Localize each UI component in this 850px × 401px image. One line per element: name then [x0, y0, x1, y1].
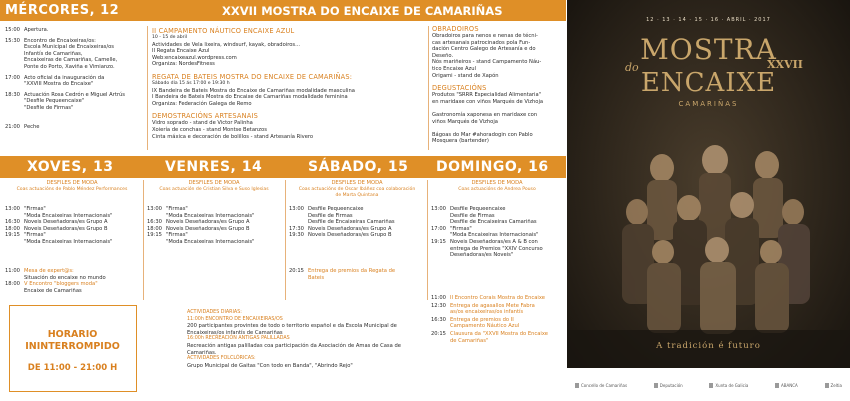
event-time: 19:30 — [289, 232, 304, 239]
event-time: 19:15 — [431, 238, 446, 245]
event-time: 18:00 — [5, 225, 20, 232]
sunday-event — [431, 213, 565, 220]
saturday-schedule — [289, 206, 425, 239]
regata-title: REGATA DE BATEIS MOSTRA DO ENCAIXE DE CAMARIÑAS: — [152, 72, 353, 81]
event-time — [5, 275, 24, 282]
event-label: Clausura da "XXVII Mostra do Encaixe — [450, 330, 548, 337]
sunday-event — [431, 246, 565, 253]
event-time: 19:15 — [5, 232, 20, 239]
saturday-event — [289, 232, 425, 239]
sunday-event — [431, 239, 565, 246]
degustacion-line: Bágoas do Mar #ahoradogin con Pablo — [432, 131, 533, 138]
wednesday-event — [5, 92, 145, 99]
activity-text: Camariñas. — [187, 349, 217, 356]
event-label: Actuación Rosa Cedrón e Miguel Artrús — [24, 91, 125, 98]
friday-event — [147, 232, 283, 239]
top-bar — [0, 0, 566, 21]
event-time: 18:00 — [147, 225, 162, 232]
event-label: Acto oficial da inauguración da — [24, 74, 105, 81]
obradoiro-line: cas artesanais patrocinados pola Fun- — [432, 39, 531, 46]
regata-line: IX Bandeira de Bateis Mostra do Encaixe de Camariñas modalidade masculina — [152, 87, 355, 94]
sunday-event — [431, 206, 565, 213]
degustacion-line: Gastronomía xaponesa en maridaxe con — [432, 111, 538, 118]
obradoiro-line: tico Encaixe Azul — [432, 65, 476, 72]
activity-text: Recreación antigas palilladas coa participación da Asociación de Amas de Casa de — [187, 342, 401, 349]
wednesday-event — [5, 105, 145, 112]
campamento-line: Actividades de Vela lixeira, windsurf, kayak, obradoiros... — [152, 41, 301, 48]
sunday-event — [431, 338, 565, 345]
event-poster — [567, 0, 850, 401]
sponsor-logo: Zeltia — [825, 383, 842, 388]
thursday-event — [5, 232, 141, 239]
event-time: 20:15 — [431, 330, 446, 337]
wednesday-event — [5, 57, 145, 64]
event-label: Encaixeiras de Camariñas, Camelle, — [24, 57, 118, 64]
sunday-event — [431, 252, 565, 259]
demostracion-line: Vidro soprado - stand de Victor Palinha — [152, 120, 253, 127]
event-time — [289, 275, 308, 282]
thursday-event — [5, 288, 141, 295]
event-label: "XXVIII Mostra do Encaixe" — [24, 81, 94, 88]
sponsor-logos — [575, 374, 842, 396]
event-label: "Moda Encaixeiras Internacionais" — [166, 212, 255, 219]
thursday-event — [5, 281, 141, 288]
event-time — [431, 338, 450, 345]
event-time — [5, 213, 24, 220]
event-label: Noveis Deseñadoras/es Grupo A — [166, 219, 250, 226]
event-time — [431, 213, 450, 220]
event-label: Bateis — [308, 274, 325, 281]
event-time — [289, 219, 308, 226]
event-time: 11:00 — [431, 295, 446, 301]
saturday-title: SÁBADO, 15 — [308, 159, 409, 175]
activity-text: 200 participantes provintes de todo o territorio español e da Escola Municipal de — [187, 323, 397, 330]
event-label: Desfile Pequeencaixe — [450, 206, 506, 212]
event-label: Entrega de premios do II — [450, 316, 514, 323]
event-label: Encaixe de Camariñas — [24, 287, 82, 294]
divider — [285, 180, 286, 300]
event-time: 13:00 — [431, 206, 446, 212]
event-label: Noveis Deseñadoras/es Grupo B — [308, 232, 392, 239]
friday-event — [147, 206, 283, 213]
saturday-subtitle: DESFILES DE MODA Coas actuacións de Oscar Ibáñez coa colaboración de Marta Quintana — [298, 180, 416, 199]
thursday-schedule — [5, 206, 141, 246]
event-time: 19:15 — [147, 232, 162, 239]
event-time — [5, 44, 24, 51]
degustacion-line — [432, 125, 564, 132]
obradoiro-line: Origami - stand de Xapón — [432, 72, 499, 79]
event-time — [5, 64, 24, 71]
event-time — [431, 323, 450, 330]
event-label: Desfile de Encaixeiras Camariñas — [308, 219, 395, 226]
event-label: "Moda Encaixeiras Internacionais" — [24, 212, 113, 219]
sponsor-logo: Concello de Camariñas — [575, 383, 627, 388]
event-time — [431, 232, 450, 239]
thursday-event — [5, 213, 141, 220]
wednesday-event — [5, 38, 145, 45]
thursday-title: XOVES, 13 — [27, 159, 114, 175]
event-label: "Desfile Pequeencaixe" — [24, 98, 85, 105]
wednesday-event — [5, 98, 145, 105]
event-label: "Firmas" — [450, 225, 472, 232]
demostracion-line: Cinta máxica e decoración de bolillos - stand Artesanía Rivero — [152, 133, 314, 140]
wednesday-event — [5, 44, 145, 51]
event-label: Infantís de Camariñas, — [24, 50, 83, 57]
obradoiro-line: Obradoiros para nenos e nenas de técni- — [432, 33, 538, 39]
event-label: as/os encaixeiras/os infantís — [450, 309, 524, 316]
degustacion-line — [432, 105, 564, 112]
saturday-event — [289, 219, 425, 226]
event-time: 17:00 — [431, 225, 446, 232]
daily-activities — [187, 310, 427, 369]
divider — [147, 26, 148, 150]
saturday-extra — [289, 268, 425, 281]
horario-subtitle: ININTERROMPIDO — [25, 341, 120, 352]
event-time: 16:30 — [147, 219, 162, 226]
event-time: 13:00 — [289, 206, 304, 212]
event-label: Noveis Deseñadoras/es Grupo B — [24, 225, 108, 232]
campamento-date: 10 - 15 de abril — [152, 35, 188, 40]
event-time — [431, 219, 450, 226]
wednesday-activities — [152, 27, 427, 140]
friday-schedule — [147, 206, 283, 246]
event-time — [147, 239, 166, 246]
sunday-event — [431, 309, 565, 316]
thursday-event — [5, 219, 141, 226]
event-time: 13:00 — [147, 206, 162, 212]
activity-text: Grupo Municipal de Gaitas "Con todo en Banda", "Abrindo Rejo" — [187, 362, 353, 369]
event-time: 12:30 — [431, 302, 446, 309]
sunday-event — [431, 232, 565, 239]
event-time — [431, 309, 450, 316]
regata-line: I Bandeira de Bateis Mostra do Encaixe de Camariñas modalidade feminina — [152, 94, 348, 101]
event-time: 13:00 — [5, 206, 20, 212]
poster-encaixe: ENCAIXE — [640, 68, 777, 98]
event-time — [5, 288, 24, 295]
poster-dates: 12 · 13 · 14 · 15 · 16 · ABRIL · 2017 — [646, 17, 771, 23]
wednesday-event — [5, 81, 145, 88]
friday-title: VENRES, 14 — [165, 159, 263, 175]
saturday-event — [289, 213, 425, 220]
event-time — [289, 213, 308, 220]
event-time — [431, 246, 450, 253]
event-label: Mesa de expert@s: — [24, 268, 74, 274]
thursday-subtitle: DESFILES DE MODA Coas actuacións de Pablo Méndez Performances — [16, 180, 128, 192]
degustacion-line: Produtos "SRRR Especialidad Alimentaria" — [432, 92, 542, 99]
thursday-event — [5, 226, 141, 233]
wednesday-schedule — [5, 27, 145, 130]
sunday-event — [431, 226, 565, 233]
event-time: 21:00 — [5, 123, 20, 130]
saturday-event — [289, 275, 425, 282]
activity-text: Encaixeiras/os infantís de Camariñas — [187, 329, 283, 336]
sunday-title: DOMINGO, 16 — [436, 159, 549, 175]
thursday-extra — [5, 268, 141, 294]
thursday-event — [5, 206, 141, 213]
days-bar — [0, 156, 566, 178]
event-label: Apertura. — [24, 27, 49, 33]
event-label: "Firmas" — [24, 232, 46, 239]
event-label: "Moda Encaixeiras Internacionais" — [166, 238, 255, 245]
event-label: Noveis Deseñadoras/es A & B con — [450, 238, 538, 245]
event-label: Noveis Deseñadoras/es Grupo A — [308, 225, 392, 232]
event-label: Escola Municipal de Encaixeiras/os — [24, 44, 114, 51]
event-time — [5, 57, 24, 64]
divider — [428, 26, 429, 150]
horario-hours: DE 11:00 - 21:00 H — [27, 363, 118, 373]
activity-heading: 11:00h ENCONTRO DE ENCAIXEIRAS/OS — [187, 316, 283, 322]
obradoiro-line: Deseño. — [432, 52, 454, 59]
campamento-title: II CAMPAMENTO NÁUTICO ENCAIXE AZUL — [152, 27, 295, 35]
thursday-event — [5, 239, 141, 246]
saturday-event — [289, 226, 425, 233]
activity-heading: 16:00h RECREACIÓN ANTIGAS PALILLADAS — [187, 336, 290, 342]
event-label: Desfile de Firmas — [308, 212, 353, 219]
event-label: Noveis Deseñadoras/es Grupo B — [166, 225, 250, 232]
demostracion-line: Xoiería de conchas - stand Montse Betanzos — [152, 126, 267, 133]
sponsor-logo: ABANCA — [775, 383, 798, 388]
event-time: 18:00 — [5, 281, 20, 288]
campamento-line: Organiza: NordesFitness — [152, 61, 215, 68]
regata-line: Organiza: Federación Galega de Remo — [152, 100, 252, 107]
event-label: Desfile Pequeencaixe — [308, 206, 364, 212]
event-time: 18:30 — [5, 91, 20, 98]
event-time — [5, 239, 24, 246]
degustacion-line: viños Marqués de Vizhoja — [432, 118, 498, 125]
event-label: de Camariñas" — [450, 337, 489, 344]
event-label: "Firmas" — [24, 206, 46, 212]
friday-event — [147, 226, 283, 233]
event-label: "Firmas" — [166, 206, 188, 212]
sunday-schedule — [431, 206, 565, 259]
poster-motto: A tradición é futuro — [656, 341, 761, 351]
friday-subtitle: DESFILES DE MODA Coas actuación de Cristian Silva e Suso Iglesias — [159, 180, 269, 192]
campamento-line: II Regata Encaixe Azul — [152, 48, 210, 55]
event-label: Ponte do Porto, Xaviña e Vimianzo. — [24, 63, 115, 70]
sunday-event — [431, 295, 565, 302]
wednesday-title: MÉRCORES, 12 — [5, 3, 120, 18]
event-time: 15:00 — [5, 27, 20, 33]
obradoiro-line: dación Centro Galego de Artesanía e do — [432, 46, 536, 53]
horario-title: HORARIO — [47, 329, 98, 340]
sunday-event — [431, 331, 565, 338]
event-time: 17:30 — [289, 225, 304, 232]
event-time — [5, 98, 24, 105]
event-label: Campamento Náutico Azul — [450, 323, 520, 330]
event-label: "Firmas" — [166, 232, 188, 239]
event-label: Situación do encaixe no mundo — [24, 274, 106, 281]
event-label: II Encontro Corais Mostra do Encaixe — [450, 295, 545, 301]
friday-event — [147, 213, 283, 220]
event-label: "Moda Encaixeiras Internacionais" — [450, 232, 539, 239]
event-time — [147, 213, 166, 220]
event-label: Desfile de Encaixeiras Camariñas — [450, 219, 537, 226]
event-label: Noveis Deseñadoras/es Grupo A — [24, 219, 108, 226]
event-time: 11:00 — [5, 268, 20, 274]
poster-roman: XXVII — [767, 58, 803, 71]
obradoiro-line: Nós mariñeiros - stand Campamento Náu- — [432, 59, 542, 66]
event-label: entrega de Premios "XXIV Concurso — [450, 245, 543, 252]
event-time: 17:00 — [5, 74, 20, 81]
event-label: Entrega de premios da Regata de — [308, 268, 396, 274]
saturday-event — [289, 268, 425, 275]
friday-event — [147, 239, 283, 246]
event-label: Encontro de Encaixeiras/os: — [24, 37, 96, 44]
event-label: Peche — [24, 123, 40, 130]
event-time: 15:30 — [5, 37, 20, 44]
regata-date: Sábado día 15 ás 17:00 e 19:30 h — [152, 80, 230, 86]
event-label: Deseñadoras/es Noveis" — [450, 252, 514, 259]
thursday-event — [5, 275, 141, 282]
degustacions-title: DEGUSTACIÓNS — [432, 84, 487, 93]
friday-event — [147, 219, 283, 226]
degustacion-line: en maridaxe con viños Marqués de Vizhoja — [432, 98, 544, 105]
event-time — [5, 51, 24, 58]
activity-heading: ACTIVIDADES DIARIAS: — [187, 310, 242, 315]
sunday-extra — [431, 295, 565, 344]
event-time — [5, 105, 24, 112]
wednesday-workshops — [432, 25, 564, 145]
obradoiros-title: OBRADOIROS — [432, 25, 479, 33]
divider — [143, 180, 144, 300]
event-title: XXVII MOSTRA DO ENCAIXE DE CAMARIÑAS — [222, 4, 503, 18]
sponsor-logo: Xunta de Galicia — [709, 383, 748, 388]
wednesday-event — [5, 124, 145, 131]
sponsor-logo: Deputación — [654, 383, 683, 388]
degustacion-line: Mosquera (bartender) — [432, 138, 489, 145]
event-label: Desfile de Firmas — [450, 212, 495, 219]
wednesday-event — [5, 51, 145, 58]
poster-mostra: MOSTRA — [640, 33, 777, 66]
saturday-event — [289, 206, 425, 213]
thursday-event — [5, 268, 141, 275]
wednesday-event — [5, 75, 145, 82]
event-time: 16:30 — [5, 219, 20, 226]
campamento-line: Web:encaixeazul.wordpress.com — [152, 54, 237, 61]
event-label: Entrega de agasallos Mete Fabra — [450, 302, 535, 309]
poster-camarinas: CAMARIÑAS — [678, 100, 739, 108]
event-label: "Moda Encaixeiras Internacionais" — [24, 238, 113, 245]
event-time: 20:15 — [289, 268, 304, 274]
activity-heading: ACTIVIDADES FOLCLÓRICAS: — [187, 356, 256, 362]
event-label: V Encontro "bloggers moda" — [24, 281, 98, 288]
poster-do: do — [625, 61, 639, 74]
horario-box — [9, 305, 137, 392]
event-time — [5, 81, 24, 88]
event-label: "Desfile de Firmas" — [24, 104, 74, 111]
event-time: 16:30 — [431, 316, 446, 323]
sunday-subtitle: DESFILES DE MODA Coas actuacións de Andrea Pouso — [458, 180, 536, 192]
wednesday-event — [5, 64, 145, 71]
event-time — [431, 252, 450, 259]
sunday-event — [431, 323, 565, 330]
divider — [427, 180, 428, 300]
sunday-event — [431, 219, 565, 226]
demostracions-title: DEMOSTRACIÓNS ARTESANAIS — [152, 112, 258, 121]
wednesday-event — [5, 27, 145, 34]
